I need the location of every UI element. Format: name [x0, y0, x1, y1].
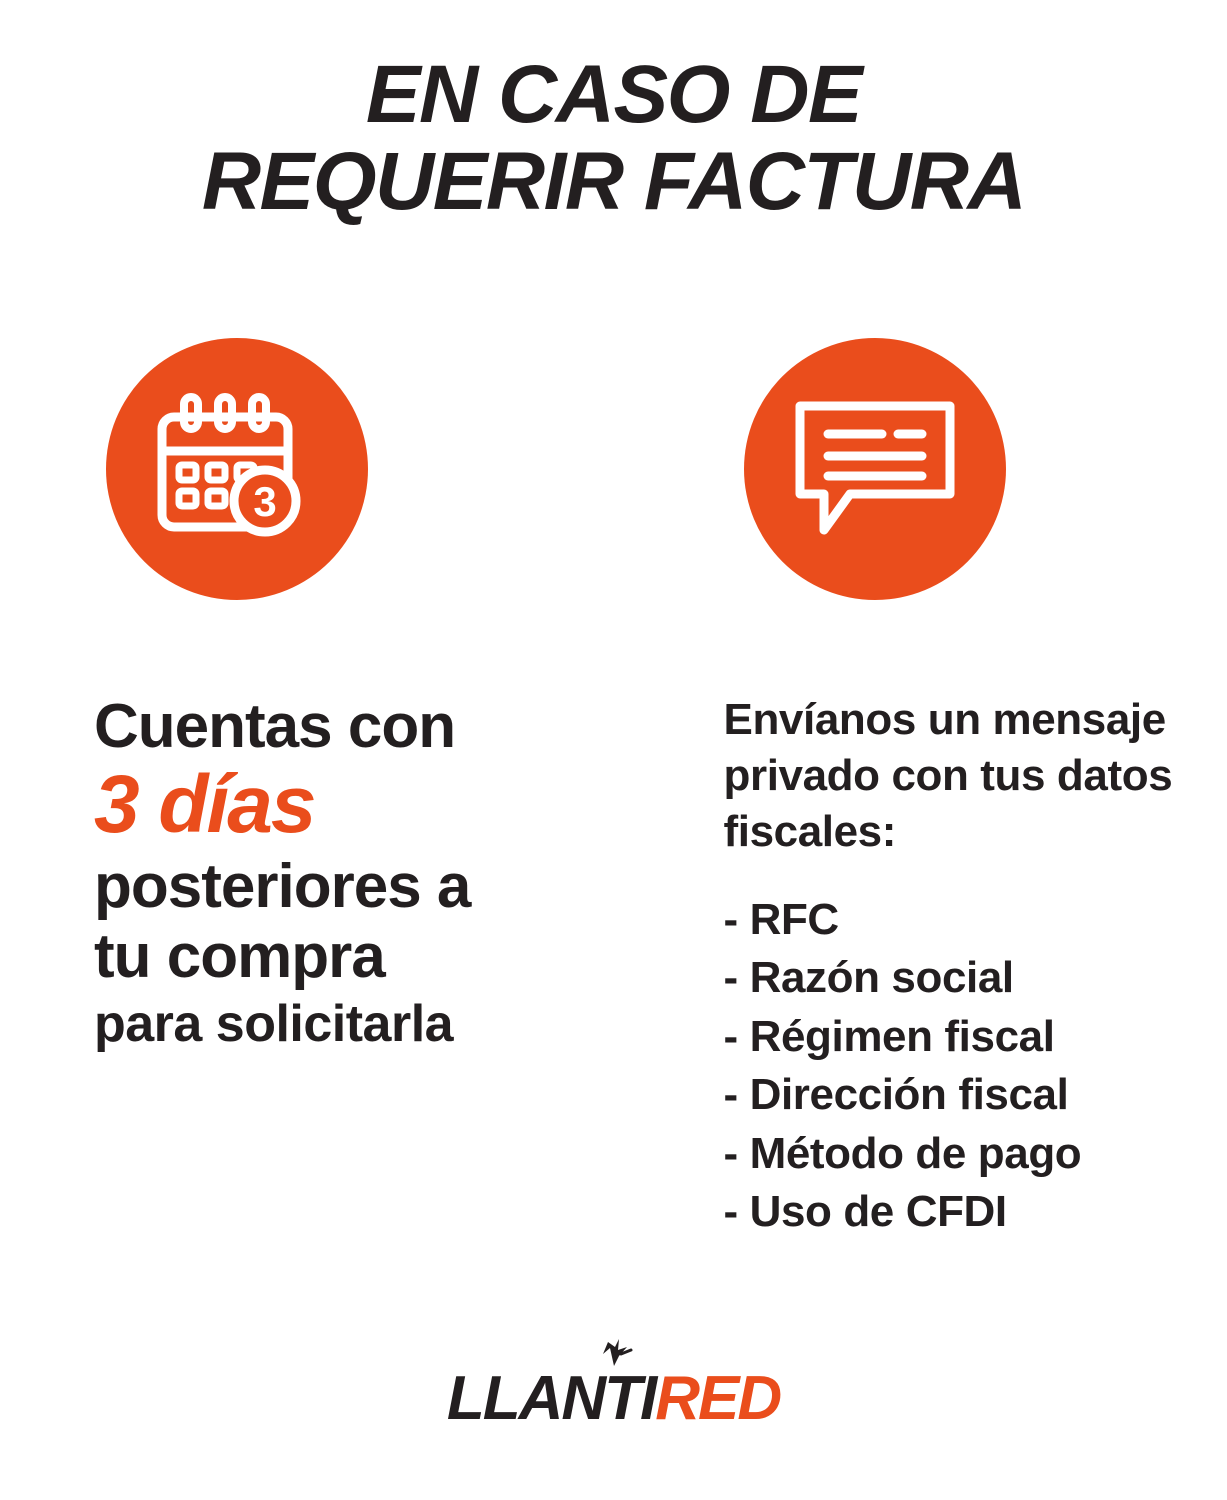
deadline-highlight: 3 días — [94, 758, 315, 850]
title-line-2: REQUERIR FACTURA — [201, 135, 1026, 227]
svg-text:3: 3 — [253, 477, 277, 525]
fiscal-heading: Envíanos un mensaje privado con tus datos fiscales: — [723, 694, 1173, 857]
spark-icon — [595, 1338, 635, 1373]
fiscal-data-list — [724, 891, 1176, 1242]
list-item: - Método de pago — [723, 1128, 1082, 1178]
logo-text-primary: LLANTI — [446, 1364, 656, 1433]
column-deadline — [56, 338, 616, 1053]
deadline-line-4: para solicitarla — [94, 994, 454, 1053]
content-columns — [0, 338, 1227, 1242]
calendar-3-days-icon — [106, 338, 368, 600]
page-title — [0, 0, 1227, 226]
fiscal-data-text — [724, 692, 1176, 1242]
deadline-line-2: posteriores a — [94, 851, 471, 921]
list-item: - Uso de CFDI — [723, 1187, 1007, 1237]
brand-logo — [0, 1364, 1227, 1433]
list-item: - Régimen fiscal — [723, 1011, 1055, 1061]
column-fiscal-data — [616, 338, 1176, 1242]
deadline-line-1: Cuentas con — [94, 691, 456, 761]
list-item: - Razón social — [723, 953, 1014, 1003]
list-item: - Dirección fiscal — [723, 1070, 1069, 1120]
title-line-1: EN CASO DE — [365, 49, 862, 140]
deadline-text — [94, 691, 616, 1053]
logo-text-secondary: RED — [655, 1364, 781, 1433]
deadline-line-3: tu compra — [94, 921, 385, 991]
list-item: - RFC — [723, 894, 839, 944]
chat-bubble-icon — [744, 338, 1006, 600]
